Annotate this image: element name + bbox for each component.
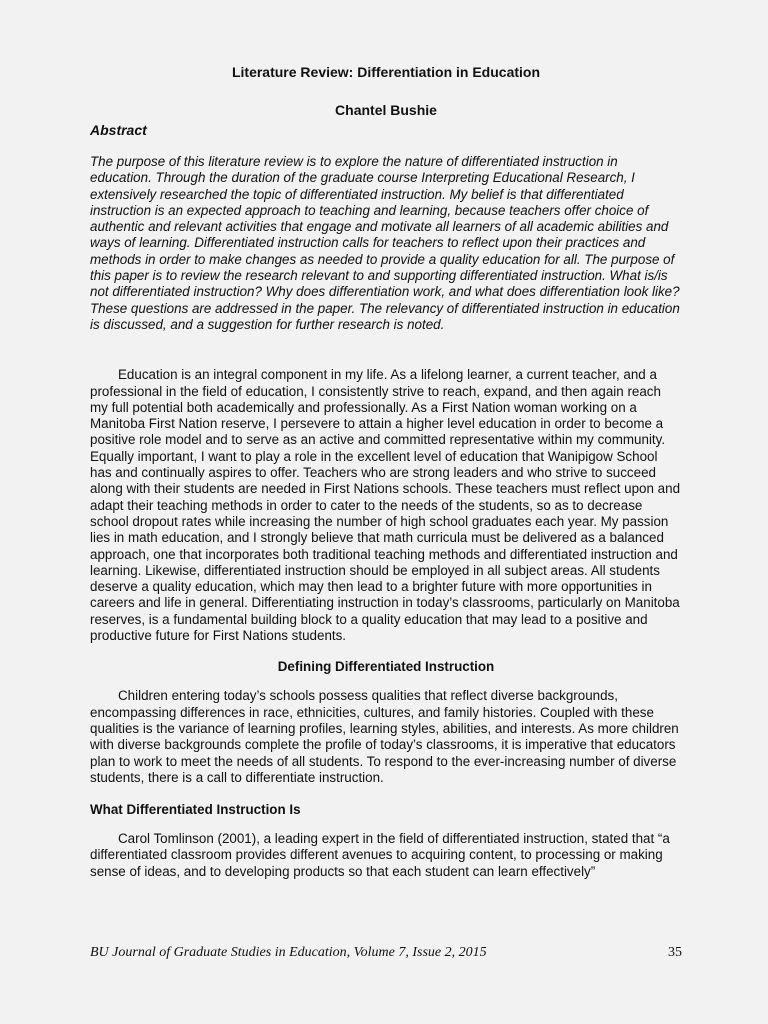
section-paragraph-defining: Children entering today’s schools possess qualities that reflect diverse backgrounds, encompassing differences in race, ethnicities, cultures, and family histories. Coupled with these qualities is the variance of learning profiles, learning styles, abilities, and interests. As more children with diverse backgrounds complete the profile of today’s classrooms, it is imperative that educators plan to work to meet the needs of all students. To respond to the ever-increasing number of diverse students, there is a call to differentiate instruction. [90,688,679,785]
section-paragraph-what-is: Carol Tomlinson (2001), a leading expert in the field of differentiated instruction, stated that “a differentiated classroom provides different avenues to acquiring content, to processing or making sense of ideas, and to developing products so that each student can learn effectively” [90,831,670,879]
journal-citation: BU Journal of Graduate Studies in Education, Volume 7, Issue 2, 2015 [90,945,487,960]
section-heading-what-is: What Differentiated Instruction Is [90,802,301,818]
section-heading-defining: Defining Differentiated Instruction [277,659,495,675]
paper-title: Literature Review: Differentiation in Education [231,64,541,80]
abstract-text: The purpose of this literature review is to explore the nature of differentiated instruction in education. Through the duration of the graduate course Interpreting Educational Research, I extensively researched the topic of differentiated instruction. My belief is that differentiated instruction is an expected approach to teaching and learning, because teachers offer choice of authentic and relevant activities that engage and motivate all learners of all academic abilities and ways of learning. Differentiated instruction calls for teachers to reflect upon their practices and methods in order to make changes as needed to provide a quality education for all. The purpose of this paper is to review the research relevant to and supporting differentiated instruction. What is/is not differentiated instruction? Why does differentiation work, and what does differentiation look like? These questions are addressed in the paper. The relevancy of differentiated instruction in education is discussed, and a suggestion for further research is noted. [90,154,680,332]
page-number: 35 [668,945,682,960]
intro-paragraph: Education is an integral component in my life. As a lifelong learner, a current teacher, and a professional in the field of education, I consistently strive to reach, expand, and then again reach my full potential both academically and professionally. As a First Nation woman working on a Manitoba First Nation reserve, I persevere to attain a higher level education in order to become a positive role model and to serve as an active and committed representative within my community. Equally important, I want to play a role in the excellent level of education that Wanipigow School has and continually aspires to offer. Teachers who are strong leaders and who strive to succeed along with their students are needed in First Nations schools. These teachers must reflect upon and adapt their teaching methods in order to cater to the needs of the students, so as to decrease school dropout rates while increasing the number of high school graduates each year. My passion lies in math education, and I strongly believe that math curricula must be delivered as a balanced approach, one that incorporates both traditional teaching methods and differentiated instruction and learning. Likewise, differentiated instruction should be employed in all subject areas. All students deserve a quality education, which may then lead to a brighter future with more opportunities in careers and life in general. Differentiating instruction in today’s classrooms, particularly on Manitoba reserves, is a fundamental building block to a quality education that may lead to a positive and productive future for First Nations students. [90,367,681,644]
abstract-heading: Abstract [90,122,147,138]
page-footer [90,945,682,961]
author-name: Chantel Bushie [335,102,437,118]
